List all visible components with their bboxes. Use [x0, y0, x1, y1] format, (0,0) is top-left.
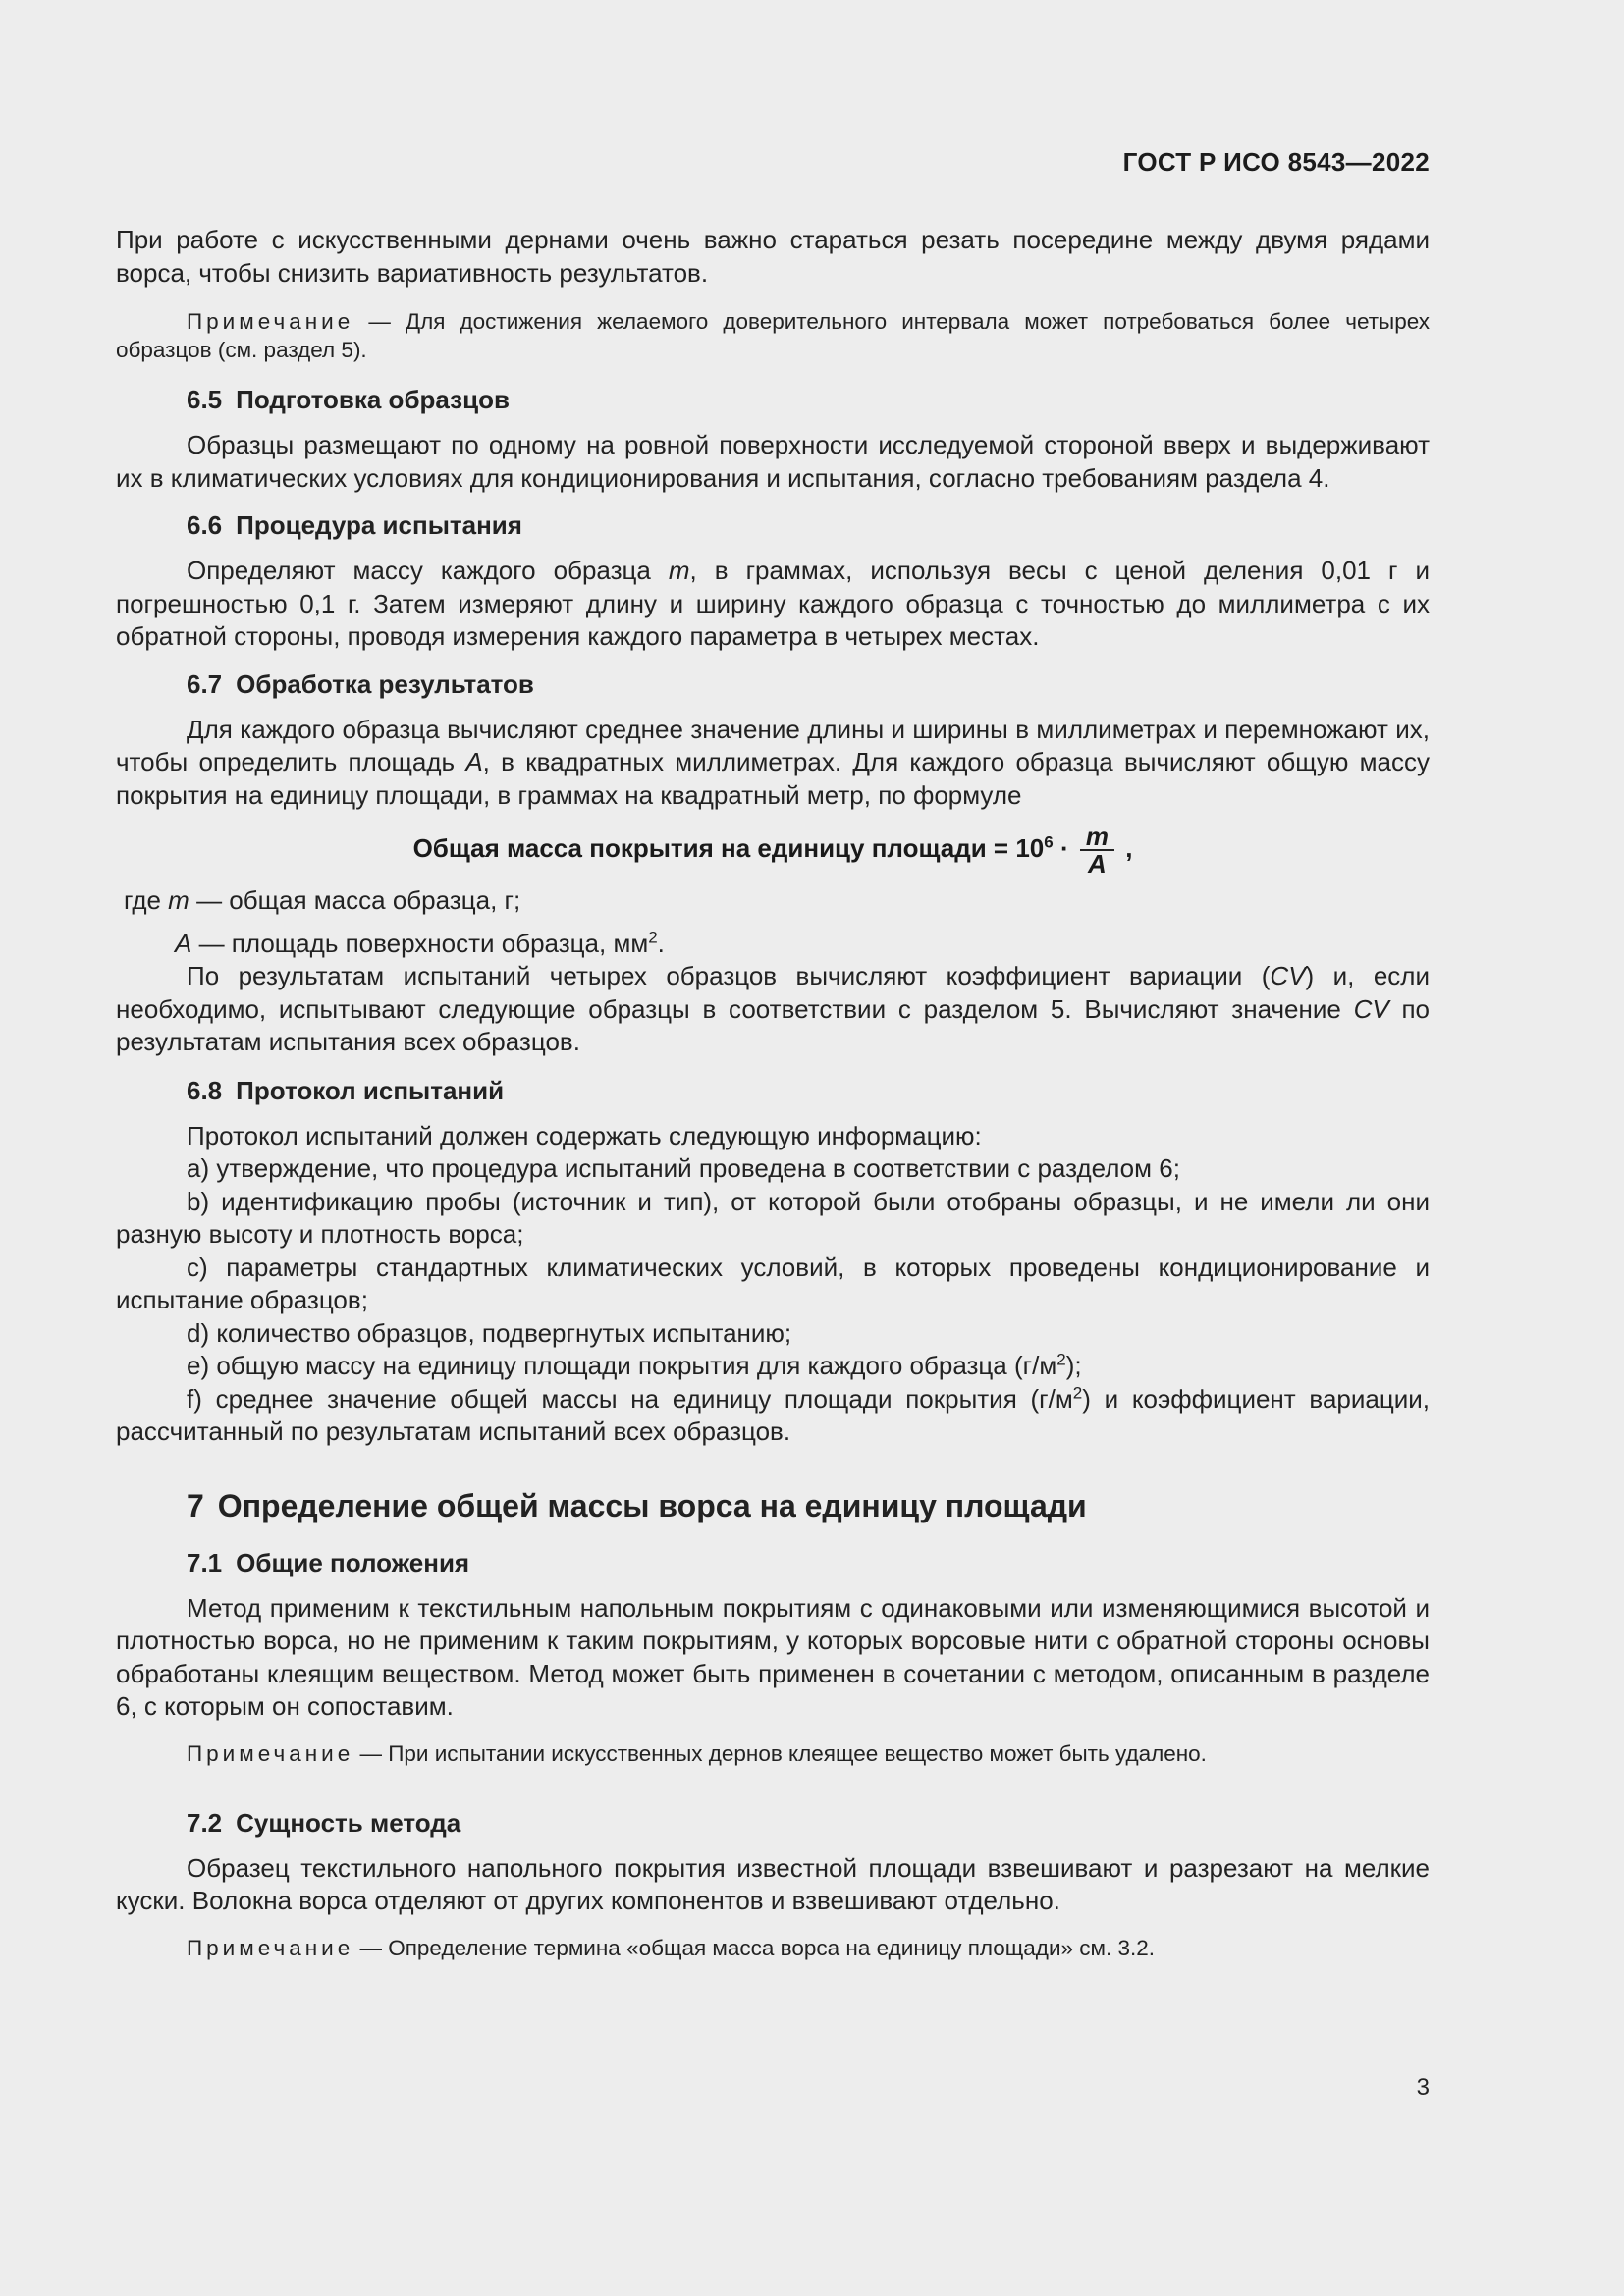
document-id-header: ГОСТ Р ИСО 8543—2022 — [1122, 147, 1430, 177]
intro-paragraph: При работе с искусственными дернами очень важно стараться резать посередине между двумя рядами ворса, чтобы снизить вариативность результатов. — [116, 225, 1430, 288]
section-6-5-heading: 6.5 Подготовка образцов — [187, 385, 510, 414]
section-7-1-paragraph: Метод применим к текстильным напольным покрытиям с одинаковыми или изменяющимися высотой и плотностью ворса, но не применим к таким покрытиям, у которых ворсовые нити с обратной стороны основы обработаны клеящим веществом. Метод может быть применен в сочетании с методом, описанным в разделе 6, с которым он сопоставим. — [116, 1592, 1430, 1721]
list-item-d: d) количество образцов, подвергнутых испытанию; — [187, 1317, 792, 1348]
section-6-7-heading: 6.7 Обработка результатов — [187, 668, 534, 699]
formula-mass-per-area: Общая масса покрытия на единицу площади = $10^6$ · $\frac{m}{A}$ , — [412, 822, 1133, 880]
formula-fraction: $\frac{m}{A}$ — [1080, 824, 1114, 877]
section-6-6-paragraph: Определяют массу каждого образца m, в граммах, используя весы с ценой деления 0,01 г и погрешностью 0,1 г. Затем измеряют длину и ширину каждого образца с точностью до миллиметра с их обратной стороны, проводя измерения каждого параметра в четырех местах. — [116, 556, 1430, 651]
section-6-5-paragraph: Образцы размещают по одному на ровной поверхности исследуемой стороной вверх и выдерживают их в климатических условиях для кондиционирования и испытания, согласно требованиям раздела 4. — [116, 430, 1430, 493]
where-a: A — площадь поверхности образца, $мм^2$. — [175, 928, 665, 958]
list-item-a: a) утверждение, что процедура испытаний проведена в соответствии с разделом 6; — [187, 1153, 1180, 1183]
list-item-e: e) общую массу на единицу площади покрытия для каждого образца $(г/м^2)$; — [187, 1350, 1082, 1380]
section-7-heading: 7 Определение общей массы ворса на единицу площади — [187, 1487, 1087, 1523]
section-6-7-paragraph-1: Для каждого образца вычисляют среднее значение длины и ширины в миллиметрах и перемножают их, чтобы определить площадь A, в квадратных миллиметрах. Для каждого образца вычисляют общую массу покрытия на единицу площади, в граммах на квадратный метр, по формуле — [116, 714, 1430, 810]
section-6-8-heading: 6.8 Протокол испытаний — [187, 1075, 505, 1105]
page-number: 3 — [1416, 2074, 1430, 2101]
section-7-2-paragraph: Образец текстильного напольного покрытия известной площади взвешивают и разрезают на мелкие куски. Волокна ворса отделяют от других компонентов и взвешивают отдельно. — [116, 1852, 1430, 1915]
list-item-b: b) идентификацию пробы (источник и тип), от которой были отобраны образцы, и не имели ли они разную высоту и плотность ворса; — [116, 1186, 1430, 1249]
section-6-6-heading: 6.6 Процедура испытания — [187, 510, 522, 540]
section-7-2-heading: 7.2 Сущность метода — [187, 1807, 461, 1838]
note-1 — [116, 307, 1430, 364]
note-3: Примечание — Определение термина «общая масса ворса на единицу площади» см. 3.2. — [187, 1935, 1156, 1960]
section-7-1-heading: 7.1 Общие положения — [187, 1547, 470, 1577]
page-content — [116, 224, 1430, 1982]
section-6-7-paragraph-2: По результатам испытаний четырех образцов вычисляют коэффициент вариации (CV) и, если необходимо, испытывают следующие образцы в соответствии с разделом 5. Вычисляют значение CV по результатам испытания всех образцов. — [116, 961, 1430, 1056]
where-m: где m — общая масса образца, г; — [124, 885, 521, 915]
note-2: Примечание — При испытании искусственных дернов клеящее вещество может быть удалено. — [187, 1740, 1207, 1766]
note-text: — Для достижения желаемого доверительного интервала может потребоваться более четырех образцов (см. раздел 5). — [116, 309, 1430, 362]
list-item-c: c) параметры стандартных климатических условий, в которых проведены кондиционирование и испытание образцов; — [116, 1252, 1430, 1314]
section-6-8-intro: Протокол испытаний должен содержать следующую информацию: — [187, 1120, 982, 1150]
note-label: Примечание — [187, 309, 354, 334]
list-item-f: f) среднее значение общей массы на единицу площади покрытия $(г/м^2)$ и коэффициент вариации, рассчитанный по результатам испытаний всех образцов. — [116, 1382, 1431, 1446]
